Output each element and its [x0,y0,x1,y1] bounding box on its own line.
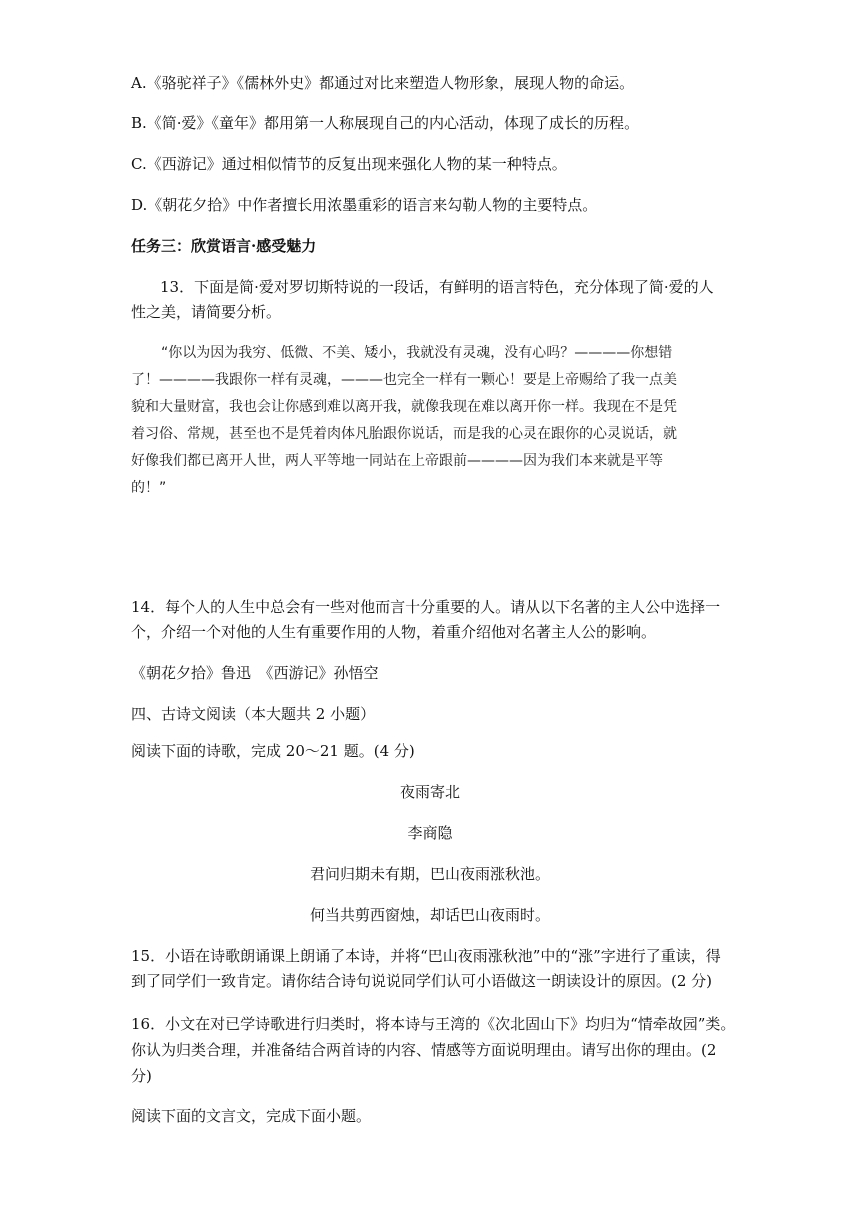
quote-line-6: 的！” [131,480,167,496]
q16-line2: 你认为归类合理，并准备结合两首诗的内容、情感等方面说明理由。请写出你的理由。(2 [131,1041,717,1059]
q14-choices: 《朝花夕拾》鲁迅 《西游记》孙悟空 [131,664,379,682]
poem-title: 夜雨寄北 [399,783,460,801]
poem-intro: 阅读下面的诗歌，完成 20～21 题。(4 分) [131,742,415,760]
quote-line-3: 貌和大量财富，我也会让你感到难以离开我，就像我现在难以离开你一样。我现在不是凭 [131,399,677,415]
quote-line-2: 了！————我跟你一样有灵魂，———也完全一样有一颗心！要是上帝赐给了我一点美 [131,372,677,388]
quote-line-1: “你以为因为我穷、低微、不美、矮小，我就没有灵魂，没有心吗？————你想错 [161,345,673,361]
option-a: A.《骆驼祥子》《儒林外史》都通过对比来塑造人物形象，展现人物的命运。 [131,74,635,92]
option-c: C.《西游记》通过相似情节的反复出现来强化人物的某一种特点。 [131,155,567,173]
jane-eyre-quote [131,340,731,502]
poem-author: 李商隐 [407,824,453,842]
option-b: B.《简·爱》《童年》都用第一人称展现自己的内心活动，体现了成长的历程。 [131,114,640,132]
poem-line-2: 何当共剪西窗烛，却话巴山夜雨时。 [309,906,550,924]
task3-heading: 任务三：欣赏语言·感受魅力 [131,237,317,255]
q13-line2: 性之美，请简要分析。 [131,303,282,321]
q16-line3: 分) [131,1067,152,1085]
section4-heading: 四、古诗文阅读（本大题共 2 小题） [131,705,376,723]
quote-line-5: 好像我们都已离开人世，两人平等地一同站在上帝跟前————因为我们本来就是平等 [131,453,663,469]
q14-line2: 个，介绍一个对他的人生有重要作用的人物，着重介绍他对名著主人公的影响。 [131,623,657,641]
q14-line1: 14．每个人的人生中总会有一些对他而言十分重要的人。请从以下名著的主人公中选择一 [131,598,721,616]
q13-line1: 13．下面是简·爱对罗切斯特说的一段话，有鲜明的语言特色，充分体现了简·爱的人 [160,278,714,296]
poem-line-1: 君问归期未有期，巴山夜雨涨秋池。 [309,865,550,883]
q15-line2: 到了同学们一致肯定。请你结合诗句说说同学们认可小语做这一朗读设计的原因。(2 分) [131,972,713,990]
option-d: D.《朝花夕拾》中作者擅长用浓墨重彩的语言来勾勒人物的主要特点。 [131,196,598,214]
classical-intro: 阅读下面的文言文，完成下面小题。 [131,1107,372,1125]
q15-line1: 15．小语在诗歌朗诵课上朗诵了本诗，并将“巴山夜雨涨秋池”中的“涨”字进行了重读，得 [131,947,721,965]
q16-line1: 16．小文在对已学诗歌进行归类时，将本诗与王湾的《次北固山下》均归为“情牵故园”类。 [131,1015,736,1033]
quote-line-4: 着习俗、常规，甚至也不是凭着肉体凡胎跟你说话，而是我的心灵在跟你的心灵说话，就 [131,426,677,442]
